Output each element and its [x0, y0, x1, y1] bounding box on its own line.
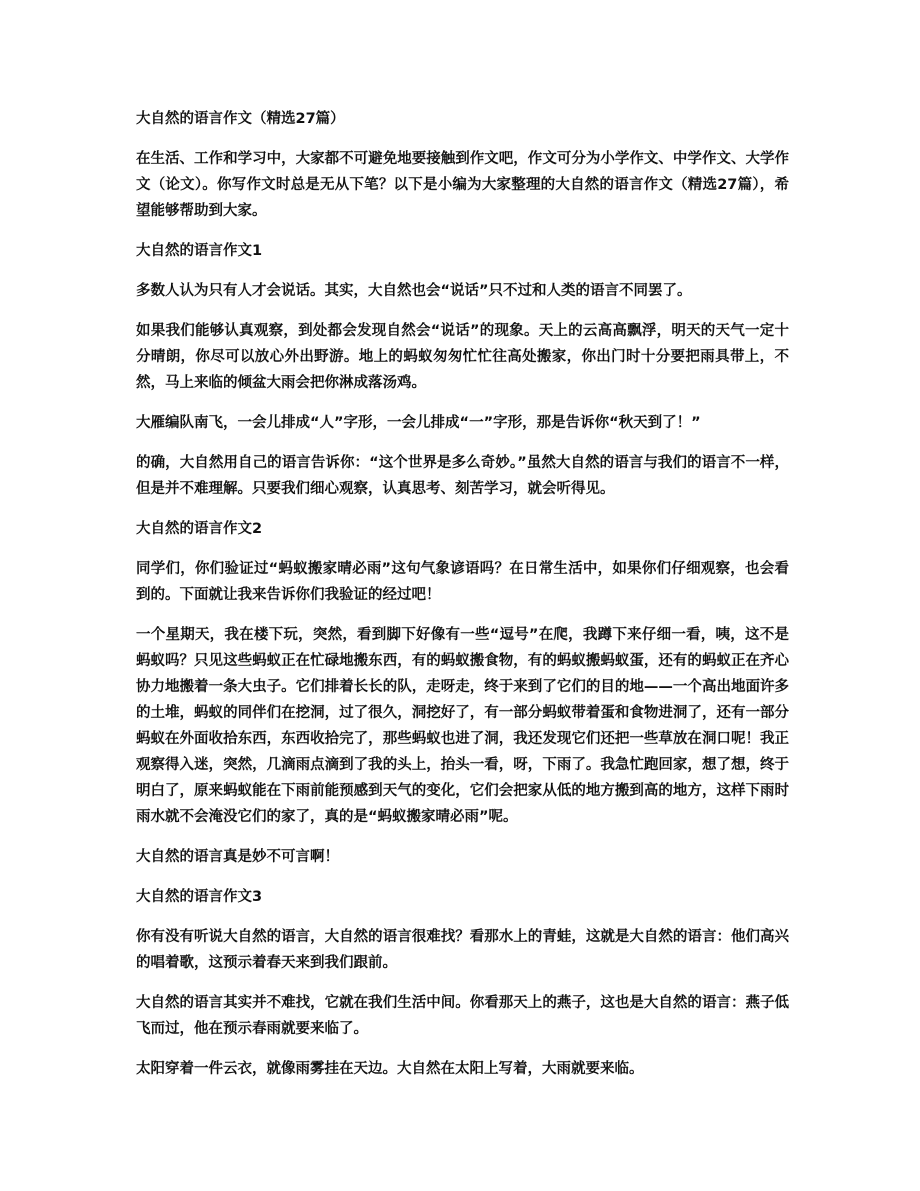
body-paragraph: 大雁编队南飞，一会儿排成“人”字形，一会儿排成“一”字形，那是告诉你“秋天到了！” — [136, 415, 701, 431]
body-paragraph: 太阳穿着一件云衣，就像雨雾挂在天边。大自然在太阳上写着，大雨就要来临。 — [136, 1061, 644, 1077]
section-heading: 大自然的语言作文2 — [136, 521, 263, 537]
section-heading: 大自然的语言作文1 — [136, 243, 263, 259]
body-paragraph: 多数人认为只有人才会说话。其实，大自然也会“说话”只不过和人类的语言不同罢了。 — [136, 283, 692, 299]
body-paragraph: 同学们，你们验证过“蚂蚁搬家晴必雨”这句气象谚语吗？在日常生活中，如果你们仔细观察，也会看到的。下面就让我来告诉你们我验证的经过吧！ — [136, 561, 789, 603]
intro-paragraph: 在生活、工作和学习中，大家都不可避免地要接触到作文吧，作文可分为小学作文、中学作文、大学作文（论文）。你写作文时总是无从下笔？以下是小编为大家整理的大自然的语言作文（精选27篇），希望能够帮助到大家。 — [136, 151, 789, 219]
body-paragraph: 大自然的语言真是妙不可言啊！ — [136, 849, 339, 865]
body-paragraph: 如果我们能够认真观察，到处都会发现自然会“说话”的现象。天上的云高高飘浮，明天的天气一定十分晴朗，你尽可以放心外出野游。地上的蚂蚁匆匆忙忙往高处搬家，你出门时十分要把雨具带上，不然，马上来临的倾盆大雨会把你淋成落汤鸡。 — [136, 323, 789, 391]
body-paragraph: 你有没有听说大自然的语言，大自然的语言很难找？看那水上的青蛙，这就是大自然的语言：他们高兴的唱着歌，这预示着春天来到我们跟前。 — [136, 929, 789, 971]
body-paragraph: 大自然的语言其实并不难找，它就在我们生活中间。你看那天上的燕子，这也是大自然的语言：燕子低飞而过，他在预示春雨就要来临了。 — [136, 995, 789, 1037]
document-title: 大自然的语言作文（精选27篇） — [136, 111, 345, 127]
body-paragraph: 的确，大自然用自己的语言告诉你：“这个世界是多么奇妙。”虽然大自然的语言与我们的语言不一样，但是并不难理解。只要我们细心观察，认真思考、刻苦学习，就会听得见。 — [136, 455, 789, 497]
section-heading: 大自然的语言作文3 — [136, 889, 263, 905]
body-paragraph: 一个星期天，我在楼下玩，突然，看到脚下好像有一些“逗号”在爬，我蹲下来仔细一看，咦，这不是蚂蚁吗？只见这些蚂蚁正在忙碌地搬东西，有的蚂蚁搬食物，有的蚂蚁搬蚂蚁蛋，还有的蚂蚁正在齐心协力地搬着一条大虫子。它们排着长长的队，走呀走，终于来到了它们的目的地——一个高出地面许多的土堆，蚂蚁的同伴们在挖洞，过了很久，洞挖好了，有一部分蚂蚁带着蛋和食物进洞了，还有一部分蚂蚁在外面收拾东西，东西收拾完了，那些蚂蚁也进了洞，我还发现它们还把一些草放在洞口呢！我正观察得入迷，突然，几滴雨点滴到了我的头上，抬头一看，呀，下雨了。我急忙跑回家，想了想，终于明白了，原来蚂蚁能在下雨前能预感到天气的变化，它们会把家从低的地方搬到高的地方，这样下雨时雨水就不会淹没它们的家了，真的是“蚂蚁搬家晴必雨”呢。 — [136, 627, 789, 825]
